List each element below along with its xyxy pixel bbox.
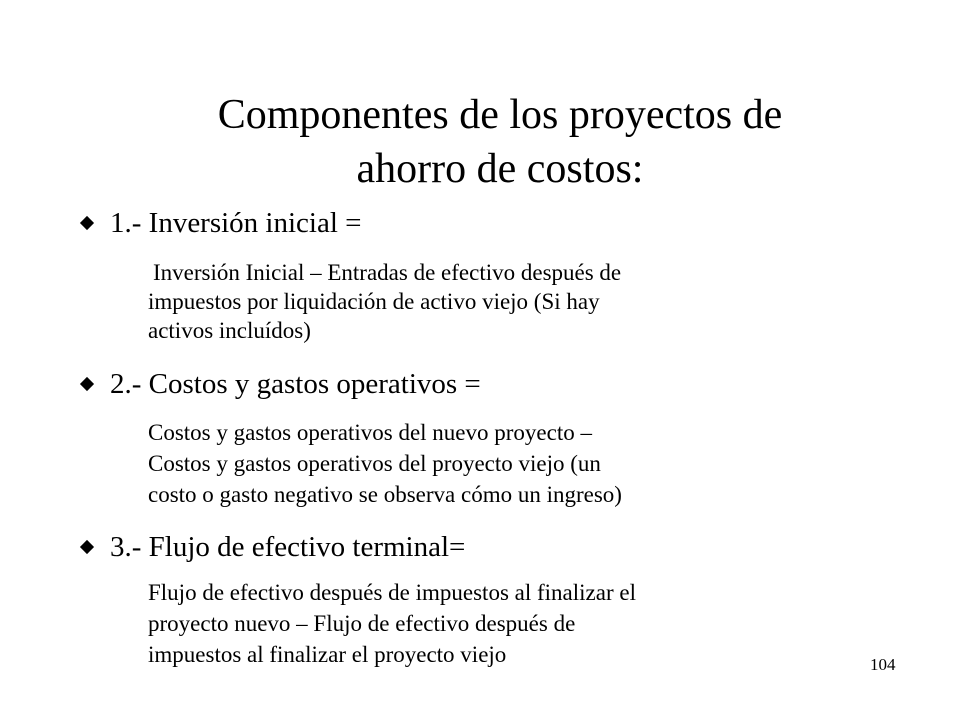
bullet-3-line-2: proyecto nuevo – Flujo de efectivo después de (148, 611, 576, 636)
bullet-2-line-2: Costos y gastos operativos del proyecto viejo (un (148, 451, 601, 476)
diamond-bullet-icon (80, 216, 94, 230)
bullet-3-heading: 3.- Flujo de efectivo terminal= (110, 531, 466, 563)
diamond-bullet-icon (80, 377, 94, 391)
bullet-3-line-1: Flujo de efectivo después de impuestos al finalizar el (148, 580, 636, 605)
slide-title-line-1: Componentes de los proyectos de (217, 92, 783, 138)
bullet-1-line-2: impuestos por liquidación de activo viejo (Si hay (148, 289, 600, 314)
bullet-2-line-1: Costos y gastos operativos del nuevo proyecto – (148, 420, 592, 445)
page-number: 104 (870, 655, 896, 674)
bullet-1-line-3: activos incluídos) (148, 318, 311, 343)
diamond-bullet-icon (80, 540, 94, 554)
slide-title-line-2: ahorro de costos: (356, 146, 644, 192)
bullet-1-heading: 1.- Inversión inicial = (110, 207, 362, 239)
slide-title (100, 88, 900, 196)
bullet-2-line-3: costo o gasto negativo se observa cómo un ingreso) (148, 482, 622, 507)
bullet-2-heading: 2.- Costos y gastos operativos = (110, 368, 481, 400)
bullet-1-line-1: Inversión Inicial – Entradas de efectivo después de (153, 260, 622, 285)
bullet-3-line-3: impuestos al finalizar el proyecto viejo (148, 642, 507, 667)
